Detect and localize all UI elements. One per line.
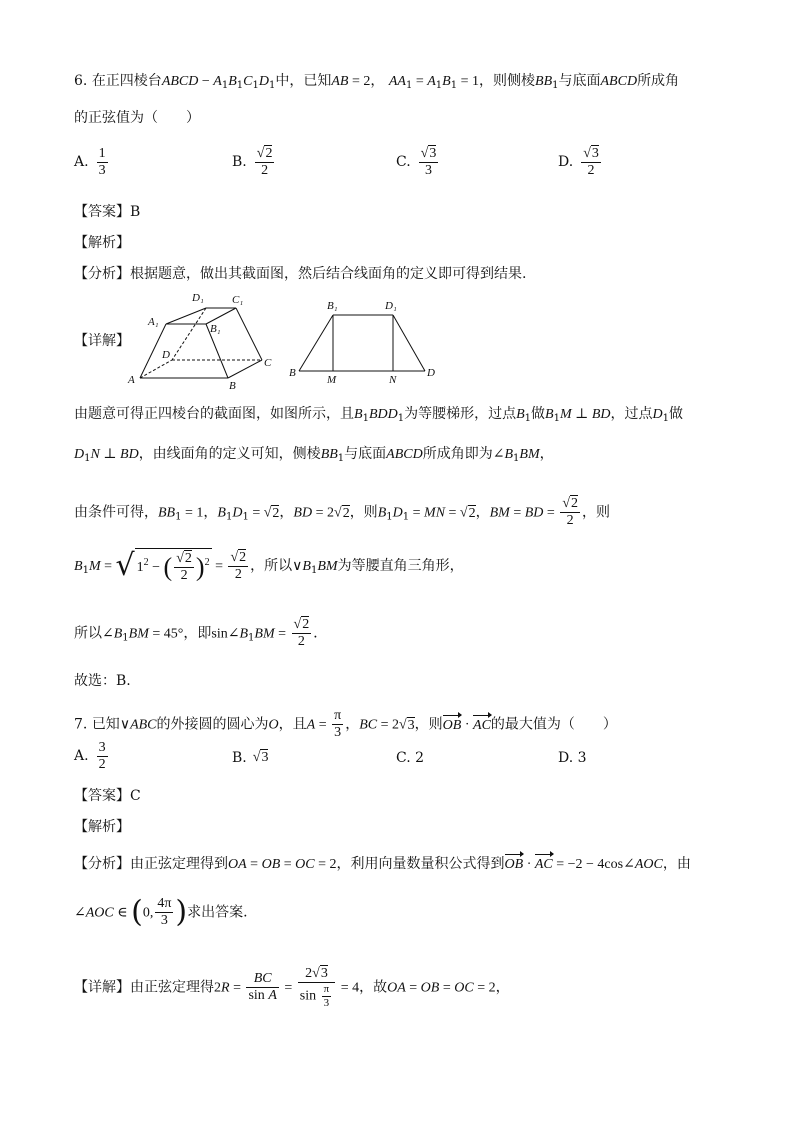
label-C1: C₁ <box>232 294 244 306</box>
q7-options <box>74 740 734 776</box>
q7-option-b: B. √3 <box>232 750 269 766</box>
q6-answer: 【答案】B <box>74 204 141 220</box>
label-D: D <box>162 349 170 361</box>
q7-fenxi-line2: ∠AOC ∈ (0, $\frac{4\pi}{3}$ )求出答案. <box>74 894 248 930</box>
q7-fenxi-line1: 【分析】由正弦定理得到OA = OB = OC = 2，利用向量数量积公式得到OB · AC = −2 − 4cos∠AOC，由 <box>74 856 691 872</box>
q6-detail-line5: 所以$\angle B_1BM = 45^\circ$，即$\sin\angle B_1BM$ = $\frac{√2}{2}$ ． <box>74 617 328 650</box>
label-M-r: M <box>327 374 337 386</box>
q6-stem-line2: 的正弦值为（ ） <box>74 110 200 126</box>
q6-choose: 故选：B. <box>74 673 131 689</box>
q6-detail-label: 【详解】 <box>74 333 130 349</box>
q6-fenxi: 【分析】根据题意，做出其截面图，然后结合线面角的定义即可得到结果. <box>74 266 527 282</box>
label-B1: B₁ <box>210 323 221 335</box>
frustum-figure <box>126 288 276 393</box>
label-N-r: N <box>389 374 397 386</box>
q7-stem: 7. 已知∨ABC的外接圆的圆心为O，且A = $\frac{\pi}{3}$ ，BC = 2√3，则OB · AC的最大值为（ ） <box>74 708 617 741</box>
label-B: B <box>229 380 236 392</box>
q6-stem-line1: 6. 在正四棱台ABCD − $A_1B_1C_1D_1$中，已知AB = 2， $AA_1 = A_1B_1 = 1$，则侧棱$BB_1$与底面ABCD所成角 <box>74 73 680 91</box>
label-C: C <box>264 357 272 369</box>
label-A: A <box>128 374 135 386</box>
q7-analysis-label: 【解析】 <box>74 819 130 835</box>
label-D1-r: D₁ <box>385 300 397 312</box>
q7-answer: 【答案】C <box>74 788 141 804</box>
label-D1: D₁ <box>192 292 204 304</box>
trapezoid-figure <box>285 298 445 388</box>
q6-option-c: C. $\frac{√3}{3}$ <box>396 146 437 179</box>
q6-detail-line1: 由题意可得正四棱台的截面图，如图所示，且$B_1BDD_1$为等腰梯形，过点$B_1$做$B_1M$ ⊥ BD，过点$D_1$做 <box>74 406 683 424</box>
q6-detail-line4: $B_1M$ = √ $1^2$ − ( $\frac{√2}{2}$ )$^2$ = $\frac{√2}{2}$ ，所以$\vee B_1BM$为等腰直角三角形， <box>74 548 464 584</box>
q7-option-c: C. 2 <box>396 750 425 766</box>
q6-detail-line2: $D_1N$ ⊥ BD，由线面角的定义可知，侧棱$BB_1$与底面ABCD所成角即为$\angle B_1BM$， <box>74 446 554 464</box>
q6-option-d: D. $\frac{√3}{2}$ <box>558 146 599 179</box>
q7-detail: 【详解】由正弦定理得2R = $\frac{BC}{\text{sin A}}$ = 2√3 sin $\frac{\pi}{3}$ = 4，故OA = OB = OC = 2， <box>74 966 510 1009</box>
q6-option-a: A. $\frac{1}{3}$ <box>74 146 106 179</box>
label-B-r: B <box>289 367 296 379</box>
q6-detail-line3: 由条件可得，$BB_1 = 1$，$B_1D_1 = √2$，BD = 2√2，则$B_1D_1$ = MN = √2，BM = BD = $\frac{√2}{2}$ ，则 <box>74 496 611 529</box>
label-A1: A₁ <box>148 316 159 328</box>
q6-options <box>74 146 734 186</box>
q7-option-d: D. 3 <box>558 750 587 766</box>
q7-option-a: A. $\frac{3}{2}$ <box>74 740 106 773</box>
label-D-r: D <box>427 367 435 379</box>
label-B1-r: B₁ <box>327 300 338 312</box>
q6-analysis-label: 【解析】 <box>74 235 130 251</box>
q6-option-b: B. $\frac{√2}{2}$ <box>232 146 273 179</box>
